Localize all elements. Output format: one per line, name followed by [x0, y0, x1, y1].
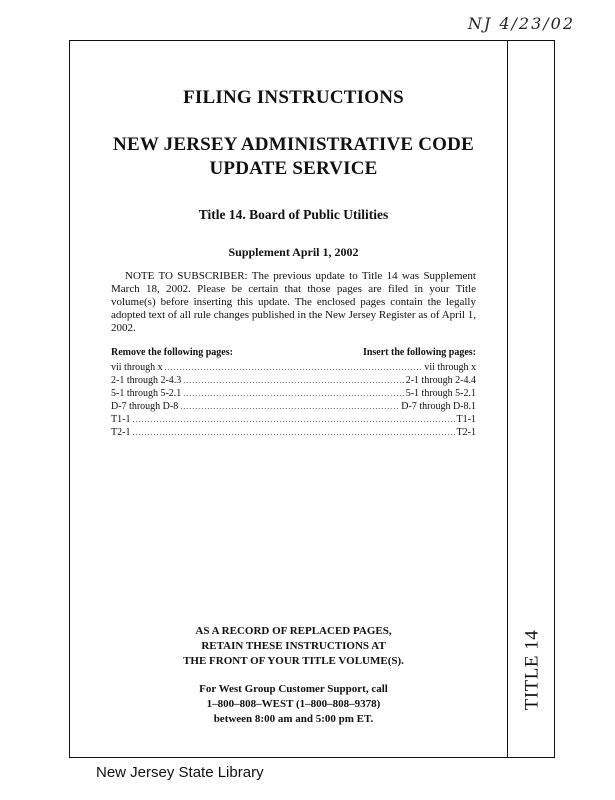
spine-label-text: TITLE 14 — [521, 629, 543, 711]
table-row — [111, 361, 476, 374]
title-subtitle: Title 14. Board of Public Utilities — [198, 207, 389, 222]
dot-leader — [180, 400, 399, 413]
insert-pages: T2-1 — [456, 427, 476, 438]
remove-header: Remove the following pages: — [111, 347, 233, 358]
table-row — [111, 413, 476, 426]
document-body — [111, 60, 476, 439]
pages-table-header — [111, 347, 476, 358]
record-line-1: AS A RECORD OF REPLACED PAGES, — [195, 625, 392, 637]
handwritten-date-note: NJ 4/23/02 — [467, 14, 575, 33]
support-line-2: 1–800–808–WEST (1–800–808–9378) — [206, 698, 381, 710]
table-row — [111, 400, 476, 413]
customer-support — [111, 682, 476, 727]
subscriber-note: NOTE TO SUBSCRIBER: The previous update to Title 14 was Supplement March 18, 2002. Please be certain that those pages are filed in your Title volume(s) before inserting this update. The enclosed pages contain the legally adopted text of all rule changes published in the New Jersey Register as of April 1, 2002. — [111, 270, 476, 334]
dot-leader — [132, 413, 454, 426]
library-stamp: New Jersey State Library — [96, 764, 264, 781]
dot-leader — [183, 387, 403, 400]
heading-line-2: UPDATE SERVICE — [209, 158, 378, 179]
remove-pages: T2-1 — [111, 427, 131, 438]
spine-divider — [507, 40, 508, 758]
remove-pages: vii through x — [111, 362, 163, 373]
dot-leader — [165, 361, 423, 374]
heading-line-1: NEW JERSEY ADMINISTRATIVE CODE — [113, 134, 474, 155]
document-heading — [111, 133, 476, 181]
support-line-3: between 8:00 am and 5:00 pm ET. — [213, 713, 374, 725]
insert-pages: T1-1 — [456, 414, 476, 425]
dot-leader — [183, 374, 403, 387]
remove-pages: T1-1 — [111, 414, 131, 425]
insert-pages: vii through x — [424, 362, 476, 373]
insert-pages: D-7 through D-8.1 — [401, 401, 476, 412]
remove-pages: D-7 through D-8 — [111, 401, 179, 412]
support-line-1: For West Group Customer Support, call — [199, 683, 388, 695]
table-row — [111, 426, 476, 439]
remove-pages: 2-1 through 2-4.3 — [111, 375, 182, 386]
dot-leader — [132, 426, 454, 439]
insert-pages: 5-1 through 5-2.1 — [405, 388, 476, 399]
record-instructions — [111, 624, 476, 669]
record-line-2: RETAIN THESE INSTRUCTIONS AT — [201, 640, 386, 652]
pages-table — [111, 347, 476, 439]
table-row — [111, 387, 476, 400]
record-line-3: THE FRONT OF YOUR TITLE VOLUME(S). — [183, 655, 404, 667]
insert-header: Insert the following pages: — [362, 347, 476, 358]
supplement-date: Supplement April 1, 2002 — [228, 245, 359, 259]
insert-pages: 2-1 through 2-4.4 — [405, 375, 476, 386]
table-row — [111, 374, 476, 387]
pages-table-rows — [111, 361, 476, 439]
document-title: FILING INSTRUCTIONS — [183, 87, 404, 108]
spine-label — [512, 620, 552, 720]
remove-pages: 5-1 through 5-2.1 — [111, 388, 182, 399]
